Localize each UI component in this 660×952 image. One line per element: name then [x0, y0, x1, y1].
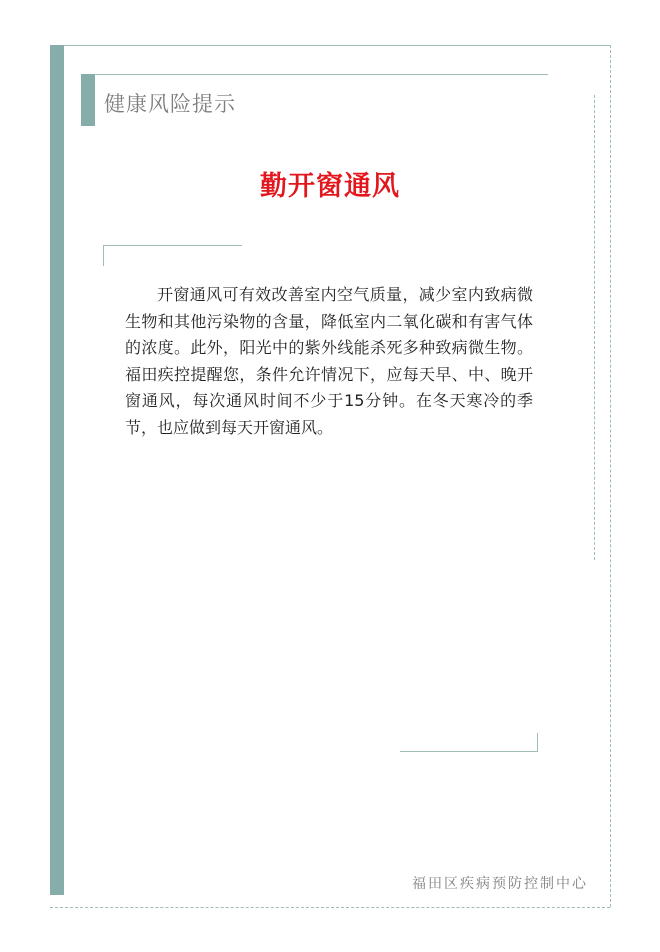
frame-bottom-dashed-line: [50, 907, 610, 908]
bottom-right-corner-bracket: [400, 733, 538, 752]
article-title: 勤开窗通风: [260, 171, 400, 202]
frame-top-line: [50, 45, 610, 46]
top-left-corner-bracket: [103, 245, 242, 266]
section-label: 健康风险提示: [104, 92, 236, 116]
footer-organization: 福田区疾病预防控制中心: [412, 876, 588, 892]
header-accent-block: [81, 74, 95, 126]
header-underline: [95, 74, 548, 75]
article-body: 开窗通风可有效改善室内空气质量，减少室内致病微生物和其他污染物的含量，降低室内二氧化碳和有害气体的浓度。此外，阳光中的紫外线能杀死多种致病微生物。福田疾控提醒您，条件允许情况下，应每天早、中、晚开窗通风，每次通风时间不少于15分钟。在冬天寒冷的季节，也应做到每天开窗通风。: [125, 285, 533, 437]
